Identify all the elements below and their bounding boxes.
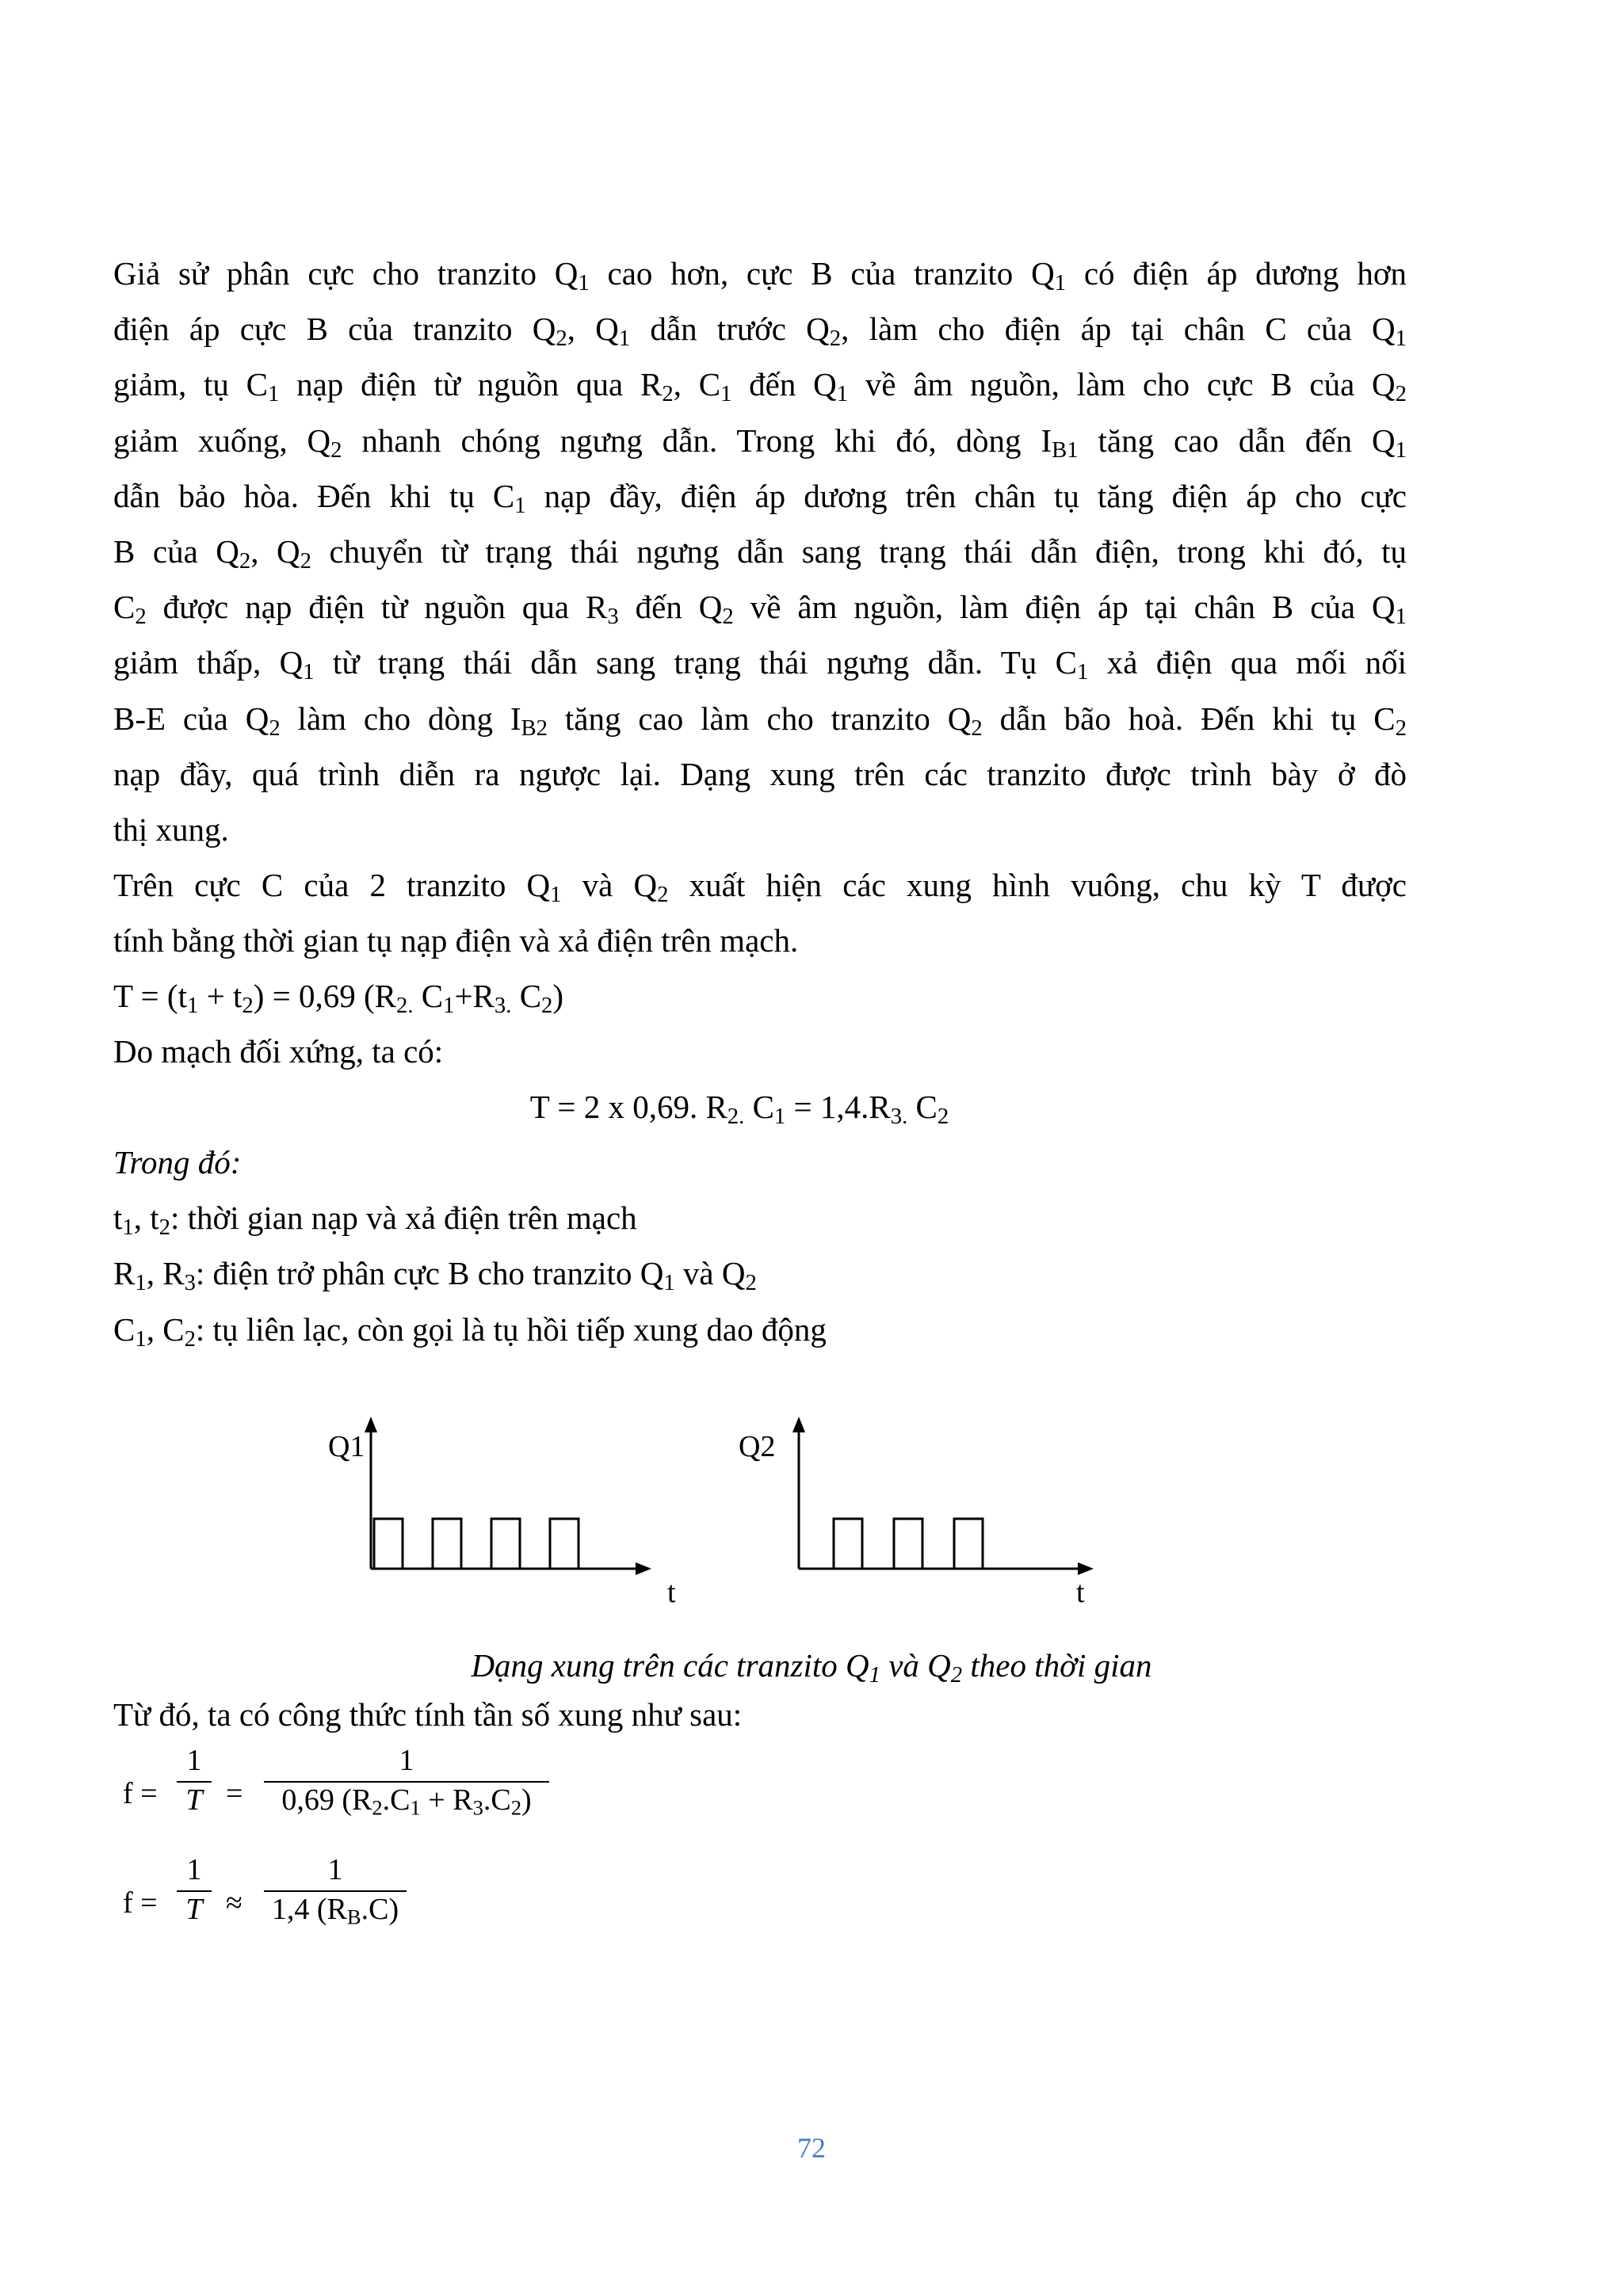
text-line: $C_2$ được nạp điện từ nguồn qua $R_3$ đến $Q_2$ về âm nguồn, làm điện áp tại chân B của $Q_1$	[113, 589, 1407, 630]
text-line: dẫn bảo hòa. Đến khi tụ $C_1$ nạp đầy, điện áp dương trên chân tụ tăng điện áp cho cực	[113, 477, 1407, 518]
q2-y-arrow	[792, 1417, 805, 1432]
f-equals: f =	[123, 1777, 158, 1810]
definition-item: $t_1$, $t_2$: thời gian nạp và xả điện trên mạch	[113, 1199, 637, 1241]
fraction-numerator: 1	[399, 1744, 414, 1777]
text-line: thị xung.	[113, 811, 229, 849]
text-line: điện áp cực B của tranzito $Q_2$, $Q_1$ dẫn trước $Q_2$, làm cho điện áp tại chân C của $Q_1$	[113, 311, 1407, 352]
fraction-numerator: 1	[327, 1853, 343, 1886]
fraction-denominator: T	[185, 1893, 203, 1926]
pulse	[433, 1519, 461, 1569]
q1-x-arrow	[636, 1562, 651, 1575]
q1-axis-label: Q1	[328, 1430, 365, 1463]
definition-item: $R_1$, $R_3$: điện trở phân cực B cho tranzito $Q_1$ và $Q_2$	[113, 1255, 757, 1296]
formula-period: $T = (t_1 + t_2) = 0,69$ ($R_{2.}$ $C_1+R_{3.}$ $C_2$) Do mạch đối xứng, ta có:	[113, 968, 1407, 1079]
fraction-denominator: 0,69 $(R_2.C_1 + R_3.C_2)$	[281, 1783, 532, 1820]
page-number: 72	[797, 2132, 826, 2164]
definitions	[113, 1135, 1407, 1357]
pulse	[954, 1519, 983, 1569]
text-line: nạp đầy, quá trình diễn ra ngược lại. Dạng xung trên các tranzito được trình bày ở đò	[113, 755, 1407, 792]
fraction-denominator: T	[185, 1783, 203, 1817]
text-line: B của $Q_2$, $Q_2$ chuyển từ trạng thái ngưng dẫn sang trạng thái dẫn điện, trong khi đó, tụ	[113, 533, 1407, 574]
q1-waveform-chart	[317, 1410, 682, 1616]
text-line: Giả sử phân cực cho tranzito $Q_1$ cao hơn, cực B của tranzito $Q_1$ có điện áp dương hơn	[113, 255, 1407, 296]
formula-symmetric: T = 2 x 0,69. $R_{2.}$ $C_1 = 1,4.R_{3.}$ $C_2$	[529, 1089, 949, 1130]
pulse	[491, 1519, 520, 1569]
definition-item: $C_1$, $C_2$: tụ liên lạc, còn gọi là tụ hồi tiếp xung dao động	[113, 1310, 827, 1352]
figure-caption: Dạng xung trên các tranzito $Q_1$ và $Q_2$ theo thời gian	[471, 1647, 1152, 1688]
fraction-numerator: 1	[186, 1744, 202, 1777]
q1-y-arrow	[365, 1417, 377, 1432]
q2-axis-label: Q2	[739, 1430, 776, 1463]
text-line: giảm thấp, $Q_1$ từ trạng thái dẫn sang trạng thái ngưng dẫn. Tụ $C_1$ xả điện qua mối nối	[113, 644, 1407, 685]
text-line: giảm, tụ $C_1$ nạp điện từ nguồn qua $R_2$, $C_1$ đến $Q_1$ về âm nguồn, làm cho cực B của $Q_2$	[113, 366, 1407, 407]
f-equals: f =	[123, 1886, 158, 1920]
approx-sign: ≈	[226, 1886, 242, 1920]
frequency-formula-1	[123, 1743, 567, 1846]
fraction-numerator: 1	[186, 1853, 202, 1886]
paragraph-2	[113, 857, 1407, 968]
pulse	[894, 1519, 922, 1569]
text-line: giảm xuống, $Q_2$ nhanh chóng ngưng dẫn. Trong khi đó, dòng $I_{B1}$ tăng cao dẫn đến $Q_1$	[113, 421, 1407, 463]
text-line: tính bằng thời gian tụ nạp điện và xả điện trên mạch.	[113, 922, 799, 959]
frequency-intro: Từ đó, ta có công thức tính tần số xung như sau:	[113, 1696, 743, 1733]
pulse	[550, 1519, 579, 1569]
paragraph-1	[113, 246, 1407, 857]
text-line: B-E của $Q_2$ làm cho dòng $I_{B2}$ tăng cao làm cho tranzito $Q_2$ dẫn bão hoà. Đến khi tụ $C_2$	[113, 700, 1407, 741]
frequency-formula-2	[123, 1852, 440, 1955]
fraction-denominator: 1,4 $(R_B.C)$	[271, 1893, 399, 1929]
q2-time-label: t	[1076, 1576, 1085, 1609]
symmetric-intro: Do mạch đối xứng, ta có:	[113, 1033, 444, 1070]
where-label: Trong đó:	[113, 1144, 242, 1180]
text-line: Trên cực C của 2 tranzito $Q_1$ và $Q_2$ xuất hiện các xung hình vuông, chu kỳ T được	[113, 867, 1407, 908]
q2-x-arrow	[1078, 1562, 1094, 1575]
q1-time-label: t	[667, 1576, 676, 1609]
q2-waveform-chart	[729, 1410, 1094, 1616]
equals-sign: =	[226, 1777, 243, 1810]
pulse	[374, 1519, 403, 1569]
pulse	[834, 1519, 862, 1569]
